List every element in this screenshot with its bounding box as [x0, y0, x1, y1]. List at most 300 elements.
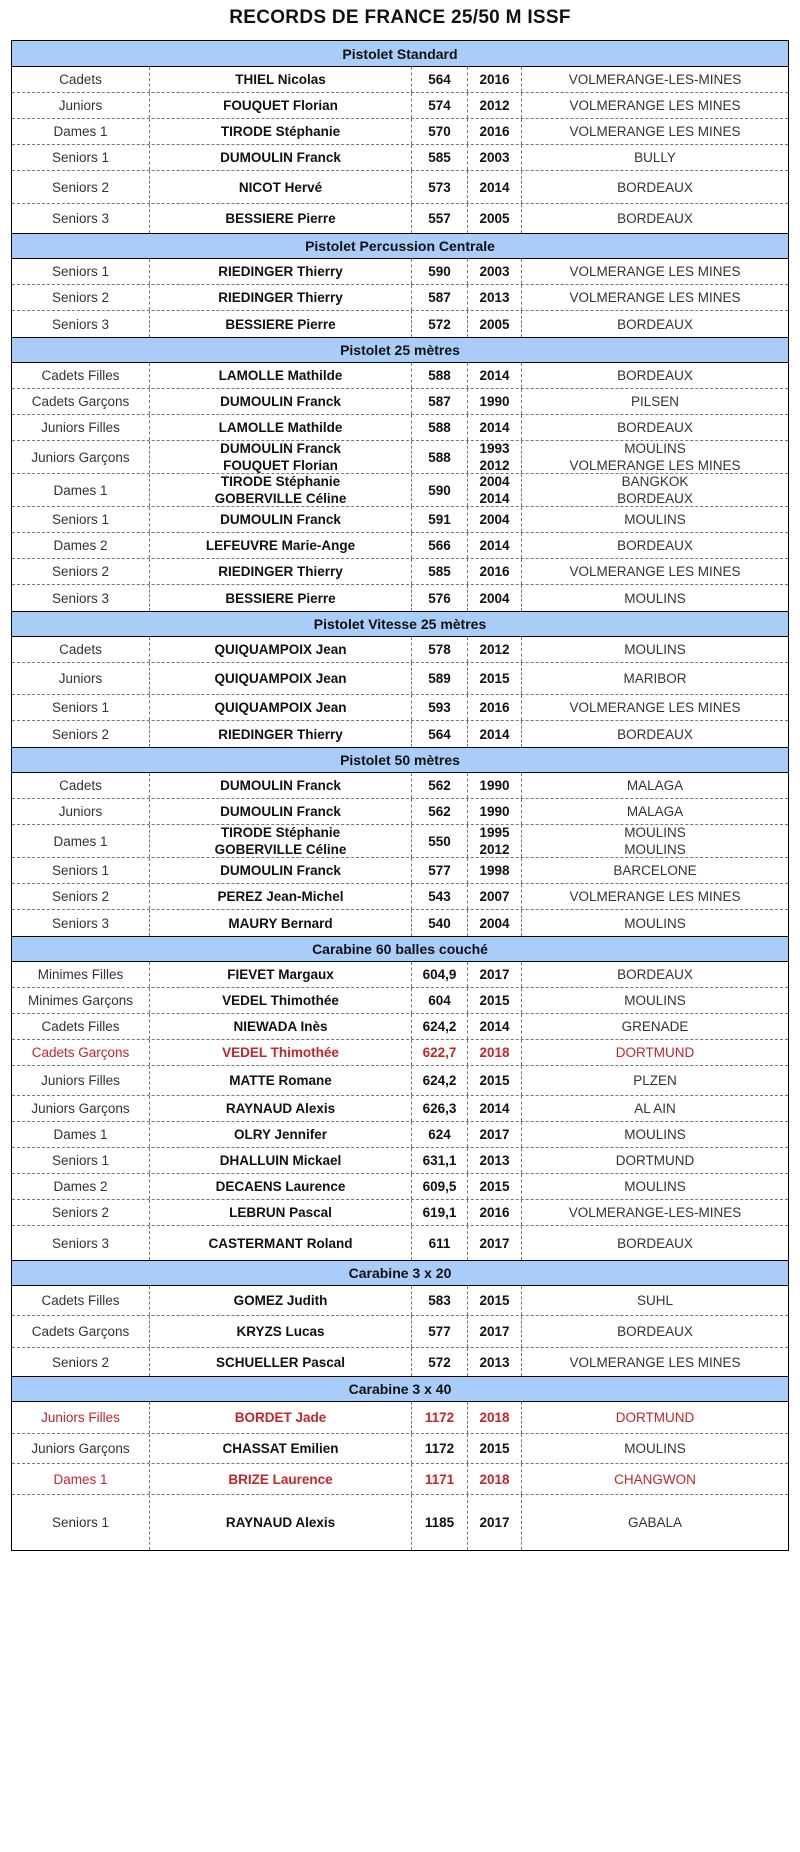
year-cell [468, 773, 522, 798]
category-cell: Juniors Filles [12, 1066, 150, 1095]
score-cell: 588 [412, 415, 468, 440]
record-section [12, 233, 788, 337]
records-table [11, 40, 789, 1551]
record-section [12, 1260, 788, 1376]
shooter-name: DUMOULIN Franck [220, 441, 341, 456]
category-cell: Seniors 3 [12, 204, 150, 233]
table-row [12, 1174, 788, 1200]
table-row [12, 93, 788, 119]
category-cell: Seniors 3 [12, 311, 150, 337]
table-row [12, 825, 788, 858]
score-cell: 619,1 [412, 1200, 468, 1225]
shooter-name-cell [150, 507, 412, 532]
year-cell [468, 145, 522, 170]
year-cell [468, 1174, 522, 1199]
year-cell [468, 559, 522, 584]
year-cell [468, 1096, 522, 1121]
shooter-name-cell [150, 799, 412, 824]
shooter-name: KRYZS Lucas [236, 1324, 325, 1339]
shooter-name-cell [150, 858, 412, 883]
record-year: 2003 [479, 150, 510, 165]
score-cell: 609,5 [412, 1174, 468, 1199]
location-cell [522, 585, 788, 611]
shooter-name: FIEVET Margaux [227, 967, 334, 982]
record-year: 2004 [479, 590, 510, 606]
record-year: 2015 [479, 993, 510, 1008]
shooter-name: NICOT Hervé [238, 179, 323, 195]
year-cell [468, 285, 522, 310]
shooter-name: THIEL Nicolas [235, 72, 326, 87]
category-cell: Juniors Filles [12, 415, 150, 440]
shooter-name-cell [150, 1040, 412, 1065]
section-header: Carabine 60 balles couché [12, 936, 788, 962]
record-location: VOLMERANGE LES MINES [569, 700, 741, 715]
score-cell: 587 [412, 389, 468, 414]
shooter-name: SCHUELLER Pascal [215, 1354, 346, 1370]
table-row [12, 311, 788, 337]
score-cell: 564 [412, 67, 468, 92]
year-cell [468, 1348, 522, 1376]
location-cell [522, 1434, 788, 1463]
record-year: 2013 [479, 1153, 510, 1168]
score-cell: 585 [412, 559, 468, 584]
table-row [12, 910, 788, 936]
category-cell: Seniors 1 [12, 507, 150, 532]
shooter-name-cell [150, 1434, 412, 1463]
record-location: MOULINS [624, 1441, 686, 1456]
table-row [12, 1226, 788, 1260]
location-cell [522, 637, 788, 662]
table-row [12, 1122, 788, 1148]
table-row [12, 988, 788, 1014]
category-cell: Cadets [12, 67, 150, 92]
record-location: BORDEAUX [617, 420, 693, 435]
score-cell: 550 [412, 825, 468, 857]
location-cell [522, 171, 788, 203]
location-cell [522, 1014, 788, 1039]
record-location: CHANGWON [614, 1471, 696, 1487]
location-cell [522, 93, 788, 118]
location-cell [522, 988, 788, 1013]
year-cell [468, 474, 522, 506]
shooter-name: RIEDINGER Thierry [218, 264, 343, 279]
category-cell: Juniors Garçons [12, 441, 150, 473]
record-year: 2014 [479, 420, 510, 435]
score-cell: 624,2 [412, 1066, 468, 1095]
record-section [12, 747, 788, 936]
record-year: 2014 [479, 726, 510, 742]
score-cell: 578 [412, 637, 468, 662]
location-cell [522, 389, 788, 414]
table-row [12, 721, 788, 747]
record-location: DORTMUND [615, 1045, 695, 1060]
score-cell: 566 [412, 533, 468, 558]
year-cell [468, 1316, 522, 1347]
shooter-name-cell [150, 1096, 412, 1121]
record-year: 2018 [479, 1045, 510, 1060]
table-row [12, 204, 788, 233]
record-year: 2012 [479, 842, 510, 857]
record-location: GABALA [627, 1515, 683, 1530]
shooter-name: DUMOULIN Franck [220, 863, 341, 878]
location-cell [522, 773, 788, 798]
category-cell: Seniors 2 [12, 171, 150, 203]
shooter-name: GOMEZ Judith [233, 1293, 328, 1308]
record-location: MOULINS [624, 993, 686, 1008]
location-cell [522, 1040, 788, 1065]
table-row [12, 695, 788, 721]
year-cell [468, 884, 522, 909]
record-location: MARIBOR [623, 671, 687, 686]
score-cell: 574 [412, 93, 468, 118]
table-row [12, 1148, 788, 1174]
score-cell: 577 [412, 1316, 468, 1347]
record-year: 2016 [479, 124, 510, 139]
record-location: DORTMUND [615, 1410, 695, 1425]
shooter-name-cell [150, 559, 412, 584]
shooter-name: CHASSAT Emilien [222, 1441, 339, 1456]
shooter-name-cell [150, 93, 412, 118]
shooter-name: DHALLUIN Mickael [219, 1153, 342, 1168]
score-cell: 622,7 [412, 1040, 468, 1065]
year-cell [468, 363, 522, 388]
table-row [12, 773, 788, 799]
table-row [12, 171, 788, 204]
category-cell: Seniors 1 [12, 695, 150, 720]
table-row [12, 559, 788, 585]
shooter-name: TIRODE Stéphanie [220, 474, 341, 489]
record-section [12, 936, 788, 1260]
category-cell: Dames 2 [12, 1174, 150, 1199]
shooter-name: MATTE Romane [229, 1073, 332, 1088]
shooter-name: QUIQUAMPOIX Jean [214, 671, 347, 686]
section-header: Pistolet 25 mètres [12, 337, 788, 363]
table-row [12, 1464, 788, 1495]
record-location: MOULINS [624, 512, 686, 527]
shooter-name: TIRODE Stéphanie [220, 825, 341, 840]
shooter-name-cell [150, 1200, 412, 1225]
record-location: BORDEAUX [617, 211, 693, 226]
year-cell [468, 507, 522, 532]
location-cell [522, 1174, 788, 1199]
record-year: 2015 [479, 1293, 510, 1308]
section-header: Pistolet Vitesse 25 mètres [12, 611, 788, 637]
shooter-name-cell [150, 441, 412, 473]
year-cell [468, 663, 522, 694]
location-cell [522, 441, 788, 473]
record-location: VOLMERANGE LES MINES [569, 98, 741, 113]
shooter-name: LEBRUN Pascal [229, 1205, 332, 1220]
shooter-name: RAYNAUD Alexis [225, 1101, 336, 1116]
category-cell: Dames 1 [12, 119, 150, 144]
category-cell: Cadets Garçons [12, 389, 150, 414]
location-cell [522, 1495, 788, 1550]
category-cell: Seniors 1 [12, 259, 150, 284]
shooter-name: BESSIERE Pierre [225, 211, 336, 226]
record-year: 1990 [479, 778, 510, 793]
location-cell [522, 67, 788, 92]
table-row [12, 962, 788, 988]
score-cell: 631,1 [412, 1148, 468, 1173]
record-year: 2016 [479, 72, 510, 87]
shooter-name: NIEWADA Inès [233, 1019, 328, 1034]
score-cell: 564 [412, 721, 468, 747]
shooter-name-cell [150, 1316, 412, 1347]
location-cell [522, 910, 788, 936]
category-cell: Cadets Garçons [12, 1040, 150, 1065]
record-year: 2015 [479, 1441, 510, 1456]
score-cell: 1172 [412, 1402, 468, 1433]
shooter-name: VEDEL Thimothée [222, 993, 339, 1008]
record-location: BORDEAUX [617, 179, 693, 195]
shooter-name-cell [150, 773, 412, 798]
category-cell: Juniors [12, 93, 150, 118]
shooter-name-cell [150, 962, 412, 987]
year-cell [468, 988, 522, 1013]
shooter-name-cell [150, 533, 412, 558]
table-row [12, 1014, 788, 1040]
score-cell: 626,3 [412, 1096, 468, 1121]
location-cell [522, 1348, 788, 1376]
shooter-name-cell [150, 1014, 412, 1039]
score-cell: 587 [412, 285, 468, 310]
record-year: 2015 [479, 1179, 510, 1194]
record-year: 2018 [479, 1410, 510, 1425]
record-location: VOLMERANGE-LES-MINES [568, 1205, 742, 1220]
table-row [12, 1402, 788, 1434]
record-location: MALAGA [626, 804, 684, 819]
shooter-name: DUMOULIN Franck [220, 394, 341, 409]
table-row [12, 1200, 788, 1226]
record-year: 2017 [479, 1127, 510, 1142]
location-cell [522, 858, 788, 883]
table-row [12, 259, 788, 285]
year-cell [468, 119, 522, 144]
score-cell: 590 [412, 259, 468, 284]
category-cell: Dames 1 [12, 1122, 150, 1147]
table-row [12, 585, 788, 611]
score-cell: 570 [412, 119, 468, 144]
category-cell: Seniors 1 [12, 1495, 150, 1550]
table-row [12, 415, 788, 441]
shooter-name: BRIZE Laurence [228, 1471, 333, 1487]
year-cell [468, 585, 522, 611]
record-location: PILSEN [630, 394, 680, 409]
year-cell [468, 311, 522, 337]
location-cell [522, 285, 788, 310]
location-cell [522, 1286, 788, 1315]
record-location: BORDEAUX [617, 1235, 693, 1251]
record-location: BORDEAUX [617, 316, 693, 332]
shooter-name: BESSIERE Pierre [225, 590, 336, 606]
score-cell: 576 [412, 585, 468, 611]
location-cell [522, 962, 788, 987]
location-cell [522, 259, 788, 284]
shooter-name-cell [150, 663, 412, 694]
record-year: 2013 [479, 290, 510, 305]
category-cell: Minimes Garçons [12, 988, 150, 1013]
score-cell: 1171 [412, 1464, 468, 1494]
record-location: MOULINS [624, 915, 686, 931]
location-cell [522, 1200, 788, 1225]
shooter-name-cell [150, 1495, 412, 1550]
score-cell: 588 [412, 363, 468, 388]
record-location: BORDEAUX [617, 538, 693, 553]
table-row [12, 1286, 788, 1316]
score-cell: 540 [412, 910, 468, 936]
record-location: VOLMERANGE-LES-MINES [568, 72, 742, 87]
year-cell [468, 1014, 522, 1039]
table-row [12, 507, 788, 533]
year-cell [468, 93, 522, 118]
category-cell: Seniors 2 [12, 1348, 150, 1376]
category-cell: Seniors 3 [12, 910, 150, 936]
year-cell [468, 389, 522, 414]
year-cell [468, 910, 522, 936]
location-cell [522, 559, 788, 584]
category-cell: Juniors Filles [12, 1402, 150, 1433]
record-year: 2012 [479, 98, 510, 113]
location-cell [522, 695, 788, 720]
shooter-name-cell [150, 67, 412, 92]
table-row [12, 1495, 788, 1550]
record-location: PLZEN [633, 1073, 677, 1088]
record-section [12, 41, 788, 233]
record-year: 1995 [479, 825, 510, 840]
category-cell: Seniors 1 [12, 858, 150, 883]
record-location: MOULINS [624, 590, 686, 606]
page-title: RECORDS DE FRANCE 25/50 M ISSF [229, 7, 571, 28]
category-cell: Dames 1 [12, 474, 150, 506]
shooter-name-cell [150, 1148, 412, 1173]
record-year: 2015 [479, 1073, 510, 1088]
table-row [12, 389, 788, 415]
shooter-name-cell [150, 311, 412, 337]
year-cell [468, 67, 522, 92]
shooter-name: LEFEUVRE Marie-Ange [205, 538, 356, 553]
category-cell: Minimes Filles [12, 962, 150, 987]
record-location: MOULINS [624, 441, 686, 456]
record-location: AL AIN [634, 1101, 676, 1116]
location-cell [522, 884, 788, 909]
shooter-name-cell [150, 1066, 412, 1095]
shooter-name-cell [150, 204, 412, 233]
year-cell [468, 962, 522, 987]
table-row [12, 799, 788, 825]
table-row [12, 67, 788, 93]
record-year: 2017 [479, 1515, 510, 1530]
category-cell: Seniors 2 [12, 285, 150, 310]
shooter-name: RIEDINGER Thierry [218, 564, 343, 579]
record-location: VOLMERANGE LES MINES [569, 290, 741, 305]
record-location: MALAGA [626, 778, 684, 793]
shooter-name: TIRODE Stéphanie [220, 124, 341, 139]
location-cell [522, 663, 788, 694]
shooter-name: RAYNAUD Alexis [225, 1515, 336, 1530]
record-location: MOULINS [624, 1179, 686, 1194]
shooter-name-cell [150, 474, 412, 506]
record-year: 2015 [479, 671, 510, 686]
record-year: 2004 [479, 474, 510, 489]
record-location: MOULINS [624, 1127, 686, 1142]
score-cell: 590 [412, 474, 468, 506]
category-cell: Seniors 1 [12, 1148, 150, 1173]
record-year: 2014 [479, 179, 510, 195]
record-year: 2012 [479, 642, 510, 657]
score-cell: 604 [412, 988, 468, 1013]
table-row [12, 1040, 788, 1066]
shooter-name-cell [150, 1402, 412, 1433]
year-cell [468, 204, 522, 233]
record-year: 2014 [479, 538, 510, 553]
record-year: 2018 [479, 1471, 510, 1487]
shooter-name-cell [150, 637, 412, 662]
year-cell [468, 171, 522, 203]
shooter-name: LAMOLLE Mathilde [218, 368, 343, 383]
category-cell: Seniors 2 [12, 721, 150, 747]
location-cell [522, 799, 788, 824]
record-location: VOLMERANGE LES MINES [569, 564, 741, 579]
record-year: 2014 [479, 1101, 510, 1116]
table-row [12, 637, 788, 663]
shooter-name: BESSIERE Pierre [225, 316, 336, 332]
location-cell [522, 721, 788, 747]
year-cell [468, 1434, 522, 1463]
record-year: 2014 [479, 1019, 510, 1034]
record-location: BULLY [634, 150, 676, 165]
shooter-name: QUIQUAMPOIX Jean [214, 642, 347, 657]
location-cell [522, 145, 788, 170]
record-location: MOULINS [624, 642, 686, 657]
record-year: 1993 [479, 441, 510, 456]
record-year: 1998 [479, 863, 510, 878]
shooter-name: LAMOLLE Mathilde [218, 420, 343, 435]
record-location: BARCELONE [613, 863, 697, 878]
location-cell [522, 1096, 788, 1121]
record-year: 2005 [479, 316, 510, 332]
shooter-name-cell [150, 585, 412, 611]
location-cell [522, 1316, 788, 1347]
year-cell [468, 858, 522, 883]
table-row [12, 1434, 788, 1464]
record-section [12, 337, 788, 611]
year-cell [468, 533, 522, 558]
table-row [12, 474, 788, 507]
category-cell: Juniors Garçons [12, 1096, 150, 1121]
location-cell [522, 204, 788, 233]
record-location: MOULINS [624, 825, 686, 840]
record-year: 2016 [479, 700, 510, 715]
shooter-name-cell [150, 389, 412, 414]
year-cell [468, 1495, 522, 1550]
table-row [12, 145, 788, 171]
score-cell: 589 [412, 663, 468, 694]
category-cell: Juniors Garçons [12, 1434, 150, 1463]
section-header: Carabine 3 x 40 [12, 1376, 788, 1402]
record-year: 1990 [479, 804, 510, 819]
year-cell [468, 825, 522, 857]
year-cell [468, 1200, 522, 1225]
year-cell [468, 1066, 522, 1095]
year-cell [468, 637, 522, 662]
location-cell [522, 507, 788, 532]
shooter-name: PEREZ Jean-Michel [217, 889, 344, 904]
table-row [12, 1348, 788, 1376]
shooter-name-cell [150, 259, 412, 284]
location-cell [522, 533, 788, 558]
shooter-name: OLRY Jennifer [233, 1127, 328, 1142]
location-cell [522, 825, 788, 857]
